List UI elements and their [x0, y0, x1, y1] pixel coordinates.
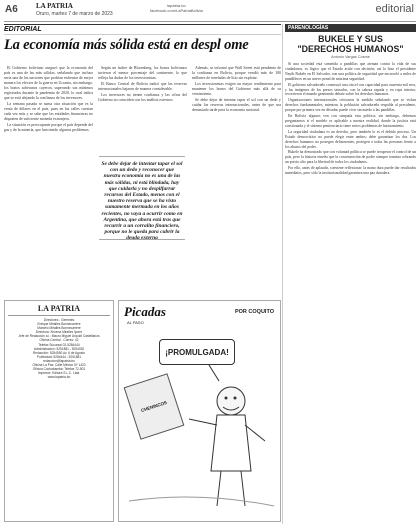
opinion-headline-line: "DERECHOS HUMANOS": [297, 44, 404, 54]
opinion-headline-line: BUKELE Y SUS: [318, 34, 383, 44]
staff-line: Enrique Miralles Bonnecarrère: [37, 322, 81, 327]
character-body: [211, 415, 251, 471]
staff-line: Publicidad: 5284444 - 5251881: [36, 354, 82, 359]
editorial-kicker: EDITORIAL: [4, 24, 281, 35]
paragraph: La semana pasada se suma otra situación que es la venta de dólares en el país, pues en las calles cuestan cada vez más y se sabe que las entidades financieras no disponen de suficiente moneda extranjera.: [4, 102, 93, 121]
staff-line: Marcelo Miralles Bonnecarrère: [37, 326, 81, 331]
staff-line: Administración: 5251881 - 5254030: [33, 346, 85, 351]
staff-title: LA PATRIA: [8, 304, 110, 316]
paragraph: La seguridad ciudadana es un derecho, pero también lo es el debido proceso. Un Estado democrático no puede elegir entre ambos; debe garantizar los dos. Los derechos humanos no protegen delincuentes, protegen a todas las personas frente a los abusos del poder.: [285, 129, 416, 149]
staff-email[interactable]: redaccion@lapatria.bo: [43, 358, 75, 363]
bubble-tail: [209, 365, 219, 381]
paragraph: El Gobierno boliviano aseguró que la economía del país es una de las más sólidas, señalando que incluso sería una de las naciones que podrían enfrentar de mejor manera los efectos de la guerra en Ucrania, sin embargo, los bonos soberanos cayeron, superando sus mínimos registrados durante la pandemia de 2020, lo cual indica que se está alejando la confianza de los inversores.: [4, 66, 93, 100]
staff-line: Impresor: Editora S.L.C. Ltda.: [37, 371, 81, 376]
page-number: A6: [5, 4, 18, 15]
paper-logo: LA PATRIA: [36, 2, 73, 10]
page-header: [0, 0, 420, 22]
character-leg: [217, 471, 221, 506]
header-link-site[interactable]: lapatria.bo: [167, 3, 186, 8]
editorial-column-1: [4, 66, 93, 318]
pull-quote: Se debe dejar de intentar tapar el sol con un dedo y reconocer que nuestra economía no es una de las más sólidas, ni está blindada, hay que cuidarla y no despilfarrar recursos del Estado, menos con el nuestro reserva que se ha visto sumamente mermada en los años recientes, no vaya a ocurrir como en Argentina, que ahora está tras que recurrir a un corralito financiero, porque no le queda para cubrir la deuda externa: [99, 156, 185, 240]
editorial-article: [4, 24, 281, 242]
opinion-headline: [285, 34, 416, 54]
staff-line: Jefe de Redacción a.i.: Mauro Miguel Urquidi Castellanos: [18, 334, 100, 339]
paragraph: La situación es preocupante porque el país depende del gas y de la minería, que han tenido algunos problemas.: [4, 123, 93, 132]
paragraph: Según un índice de Bloomberg, los bonos bolivianos tuvieron el menor porcentaje del continente, lo que refleja las dudas de los inversionistas.: [98, 66, 187, 80]
staff-line: Redacción: 5254550 Av. 6 de Agosto: [33, 350, 85, 355]
editorial-headline: La economía más sólida está en despl ome: [4, 37, 249, 53]
cartoon-book: CHENINCOS: [124, 373, 185, 440]
opinion-article: [285, 24, 416, 527]
staff-line: Oficina Cochabamba: Telefax 72-501: [32, 367, 86, 372]
staff-line: Directora: Ximena Miralles Iporre: [35, 330, 83, 335]
cartoon-logo: Picadas: [124, 304, 166, 319]
editorial-column-3: [192, 66, 281, 318]
character-arm: [189, 419, 217, 425]
staff-box: [4, 300, 114, 522]
publication-date: Oruro, martes 7 de marzo de 2023: [36, 11, 113, 17]
cartoon-credit: POR COQUITO: [234, 309, 274, 315]
ground-line: [129, 497, 274, 506]
staff-line: Telefax Sucursal 02-5284444: [38, 342, 80, 347]
paragraph: Los inversores no tienen confianza y las cifras del Gobierno no coinciden con los análisis externos.: [98, 93, 187, 102]
staff-line: Oficina La Paz: Calle México Nº 1423: [32, 363, 86, 368]
paragraph: Los inversionistas exigen un mayor rendimiento para mantener los bonos del Gobierno más allá de su vencimiento.: [192, 82, 281, 96]
staff-line: Directores - Gerentes: [43, 318, 75, 322]
paragraph: El Banco Central de Bolivia indicó que las reservas internacionales bajaron de manera considerable.: [98, 82, 187, 91]
section-title: editorial: [375, 3, 414, 15]
paragraph: El gobierno salvadoreño construyó una cárcel con capacidad para cuarenta mil reos, y las imágenes de los presos tatuados, con la cabeza rapada y en ropa interior, recorrieron el mundo generando debate sobre los derechos humanos.: [285, 82, 416, 97]
paragraph: Organizaciones internacionales criticaron la medida señalando que se violan derechos fundamentales, mientras la población salvadoreña respalda al presidente, porque por primera vez en décadas puede vivir sin miedo a las pandillas.: [285, 98, 416, 113]
staff-line: Oficina Central - Correo: 42: [39, 338, 79, 343]
paragraph: Bukele ha demostrado que con voluntad política se puede recuperar el control de un país, pero la historia enseña que la concentración de poder siempre termina cobrando un precio alto para la libertad de todos los ciudadanos.: [285, 150, 416, 165]
opinion-author: Antonio Vargas Cosme: [331, 55, 370, 59]
opinion-kicker: PARENOLOGÍAS: [285, 24, 416, 32]
header-link-facebook[interactable]: facebook.com/LaPatriaBolivia: [150, 8, 203, 13]
paragraph: Si una sociedad está sometida a pandillas que atentan contra la vida de sus ciudadanos, es lógico que el Estado actúe con decisión; así lo hizo el presidente Nayib Bukele en El Salvador, con una política de seguridad que encarceló a miles de pandilleros en un nuevo penal de máxima seguridad.: [285, 62, 416, 81]
opinion-body: [285, 62, 416, 527]
cartoon-tag: AL PASO: [127, 320, 144, 325]
cartoon-panel: [118, 300, 281, 522]
character-eye: [225, 397, 228, 400]
paragraph: En Bolivia algunos ven con simpatía esta política; sin embargo, debemos preguntarnos si el modelo es aplicable a nuestra realidad, donde la justicia está cuestionada y el sistema penitenciario tiene serios problemas de hacinamiento.: [285, 114, 416, 128]
paragraph: Se debe dejar de intentar tapar el sol con un dedo y cuidar las reservas internacionales, antes de que sea demasiado tarde para la economía nacional.: [192, 98, 281, 112]
paragraph: Además, se informó que Wall Street está pendiente de la confianza en Bolivia, porque vendió más de 100 millones de toneladas de litio sin explotar.: [192, 66, 281, 80]
header-divider: [4, 21, 416, 22]
staff-website-link[interactable]: www.lapatria.bo: [47, 375, 71, 380]
column-divider: [282, 24, 283, 524]
speech-bubble: ¡PROMULGADA!: [159, 339, 235, 365]
character-head: [217, 387, 245, 415]
paragraph: Por ello, antes de aplaudir, conviene reflexionar: la mano dura puede dar resultados inmediatos, pero sólo la institucionalidad garantiza una paz duradera.: [285, 166, 416, 176]
character-eye: [234, 397, 237, 400]
header-links: [150, 3, 203, 13]
